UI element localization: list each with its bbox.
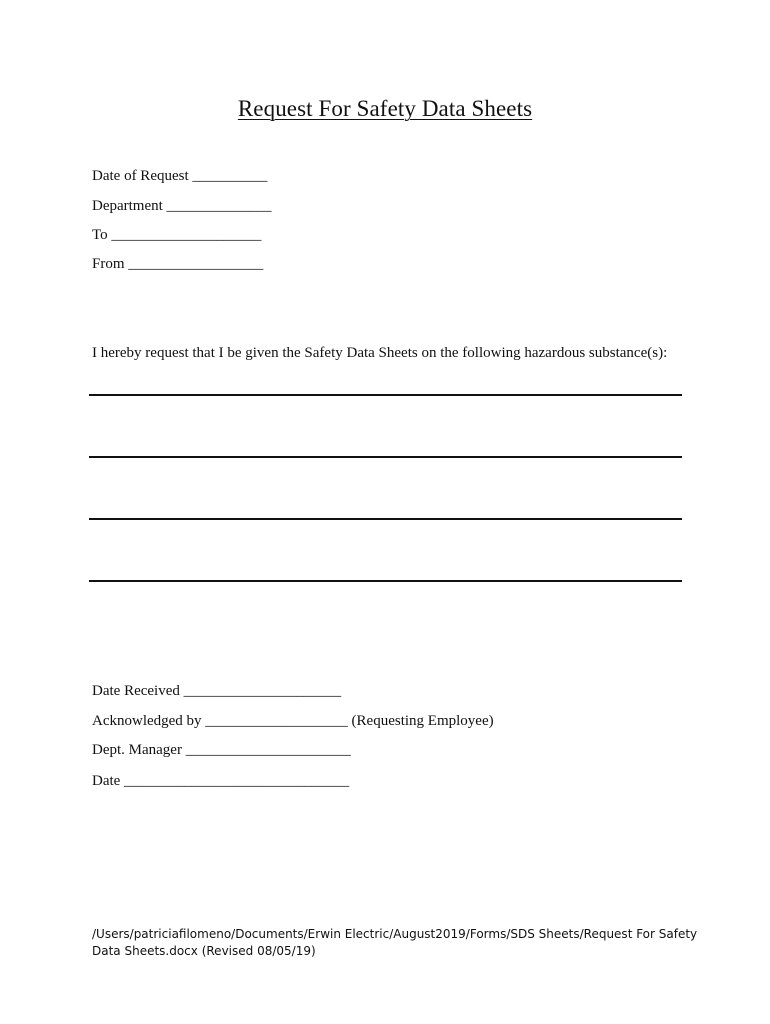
substance-entry-line [89,456,682,458]
request-statement: I hereby request that I be given the Safety Data Sheets on the following hazardous substance(s): [92,345,668,361]
from-field: From __________________ [92,256,264,272]
document-title: Request For Safety Data Sheets [237,96,533,121]
footer-revision-line: Data Sheets.docx (Revised 08/05/19) [92,944,316,958]
substance-entry-line [89,518,682,520]
date-received-field: Date Received _____________________ [92,683,342,699]
footer-path-line: /Users/patriciafilomeno/Documents/Erwin Electric/August2019/Forms/SDS Sheets/Request For Safety [92,927,698,941]
document-footer [92,926,698,960]
date-of-request-field: Date of Request __________ [92,168,268,184]
substance-entry-line [89,394,682,396]
date-field: Date ______________________________ [92,773,350,789]
substance-entry-line [89,580,682,582]
dept-manager-field: Dept. Manager ______________________ [92,742,351,758]
acknowledged-by-field: Acknowledged by ___________________ (Requesting Employee) [92,713,494,729]
to-field: To ____________________ [92,227,262,243]
department-field: Department ______________ [92,198,272,214]
